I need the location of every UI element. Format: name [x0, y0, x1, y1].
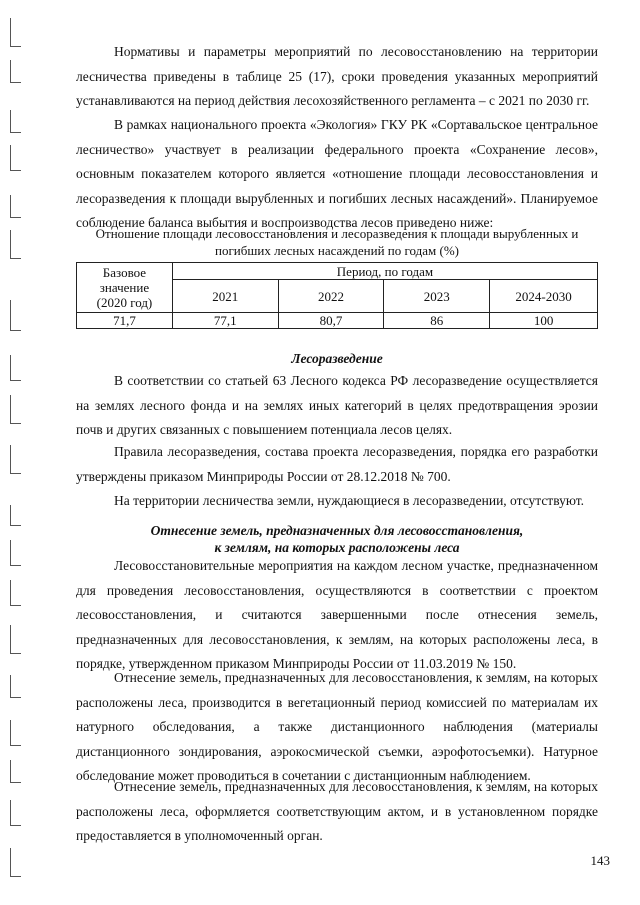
base-header-line-1: Базовое — [102, 265, 147, 280]
paragraph-act: Отнесение земель, предназначенных для лесовосстановления, к землям, на которых расположены леса, оформляется соответствующим актом, и в установленном порядке предоставляется в уполномоченный орган. — [76, 779, 598, 843]
section-heading-line-1: Отнесение земель, предназначенных для лесовосстановления, — [150, 523, 524, 538]
table-caption — [76, 225, 598, 259]
base-value-cell: 71,7 — [77, 313, 173, 329]
paragraph-norms: Нормативы и параметры мероприятий по лесовосстановлению на территории лесничества приведены в таблице 25 (17), сроки проведения указанных мероприятий устанавливаются на период действия лесохозяйственного регламента – с 2021 по 2030 гг. — [76, 44, 598, 108]
margin-mark — [10, 395, 21, 424]
margin-mark — [10, 445, 21, 474]
section-heading-line-2: к землям, на которых расположены леса — [214, 540, 460, 555]
margin-mark — [10, 720, 21, 746]
margin-mark — [10, 110, 21, 133]
margin-mark — [10, 355, 21, 381]
page-number: 143 — [590, 853, 610, 868]
value-cell: 80,7 — [278, 313, 384, 329]
margin-mark — [10, 300, 21, 331]
year-header: 2021 — [172, 280, 278, 313]
margin-mark — [10, 540, 21, 566]
paragraph-afforestation-rules: Правила лесоразведения, состава проекта лесоразведения, порядка его разработки утверждены приказом Минприроды России от 28.12.2018 № 700. — [76, 444, 598, 484]
period-header: Период, по годам — [172, 263, 597, 280]
paragraph-national-project: В рамках национального проекта «Экология» ГКУ РК «Сортавальское центральное лесничество» участвует в реализации федерального проекта «Сохранение лесов», основным показателем которого является «отношение площади лесовосстановления и лесоразведения к площади вырубленных и погибших лесных насаждений». Планируемое соблюдение баланса выбытия и воспроизводства лесов приведено ниже: — [76, 117, 598, 230]
balance-table — [76, 262, 598, 329]
section-heading-afforestation: Лесоразведение — [291, 351, 383, 366]
margin-mark — [10, 848, 21, 877]
value-cell: 77,1 — [172, 313, 278, 329]
year-header: 2023 — [384, 280, 490, 313]
paragraph-afforestation-absent: На территории лесничества земли, нуждающиеся в лесоразведении, отсутствуют. — [114, 493, 585, 508]
margin-mark — [10, 580, 21, 606]
section-heading-land-classification — [76, 522, 598, 556]
value-cell: 86 — [384, 313, 490, 329]
margin-mark — [10, 60, 21, 83]
paragraph-commission: Отнесение земель, предназначенных для лесовосстановления, к землям, на которых расположены леса, производится в вегетационный период комиссией по материалам их натурного обследования, а также дистанционного наблюдения (материалы дистанционного зондирования, аэрокосмической съемки, аэрофотосъемки). Натурное обследование может проводиться в сочетании с дистанционным наблюдением. — [76, 670, 598, 783]
year-header: 2024-2030 — [490, 280, 598, 313]
margin-mark — [10, 230, 21, 259]
base-header-line-2: значение — [99, 280, 150, 295]
margin-mark — [10, 800, 21, 826]
paragraph-afforestation-article: В соответствии со статьей 63 Лесного кодекса РФ лесоразведение осуществляется на землях лесного фонда и на землях иных категорий в целях предотвращения эрозии почв и других связанных с повышением потенциала лесов целях. — [76, 373, 598, 437]
margin-mark — [10, 675, 21, 698]
base-value-header — [77, 263, 173, 313]
value-cell: 100 — [490, 313, 598, 329]
margin-mark — [10, 625, 21, 654]
paragraph-reforestation-completion: Лесовосстановительные мероприятия на каждом лесном участке, предназначенном для проведения лесовосстановления, осуществляются в соответствии с проектом лесовосстановления, и считаются завершенными после отнесения земель, предназначенных для лесовосстановления, к землям, на которых расположены леса, в порядке, утвержденном приказом Минприроды России от 11.03.2019 № 150. — [76, 558, 598, 671]
table-caption-line-1: Отношение площади лесовосстановления и лесоразведения к площади вырубленных и — [95, 226, 579, 241]
margin-mark — [10, 195, 21, 218]
margin-mark — [10, 760, 21, 783]
margin-mark — [10, 505, 21, 526]
table-caption-line-2: погибших лесных насаждений по годам (%) — [215, 243, 459, 258]
margin-mark — [10, 18, 21, 47]
year-header: 2022 — [278, 280, 384, 313]
margin-mark — [10, 145, 21, 171]
base-header-line-3: (2020 год) — [96, 295, 153, 310]
